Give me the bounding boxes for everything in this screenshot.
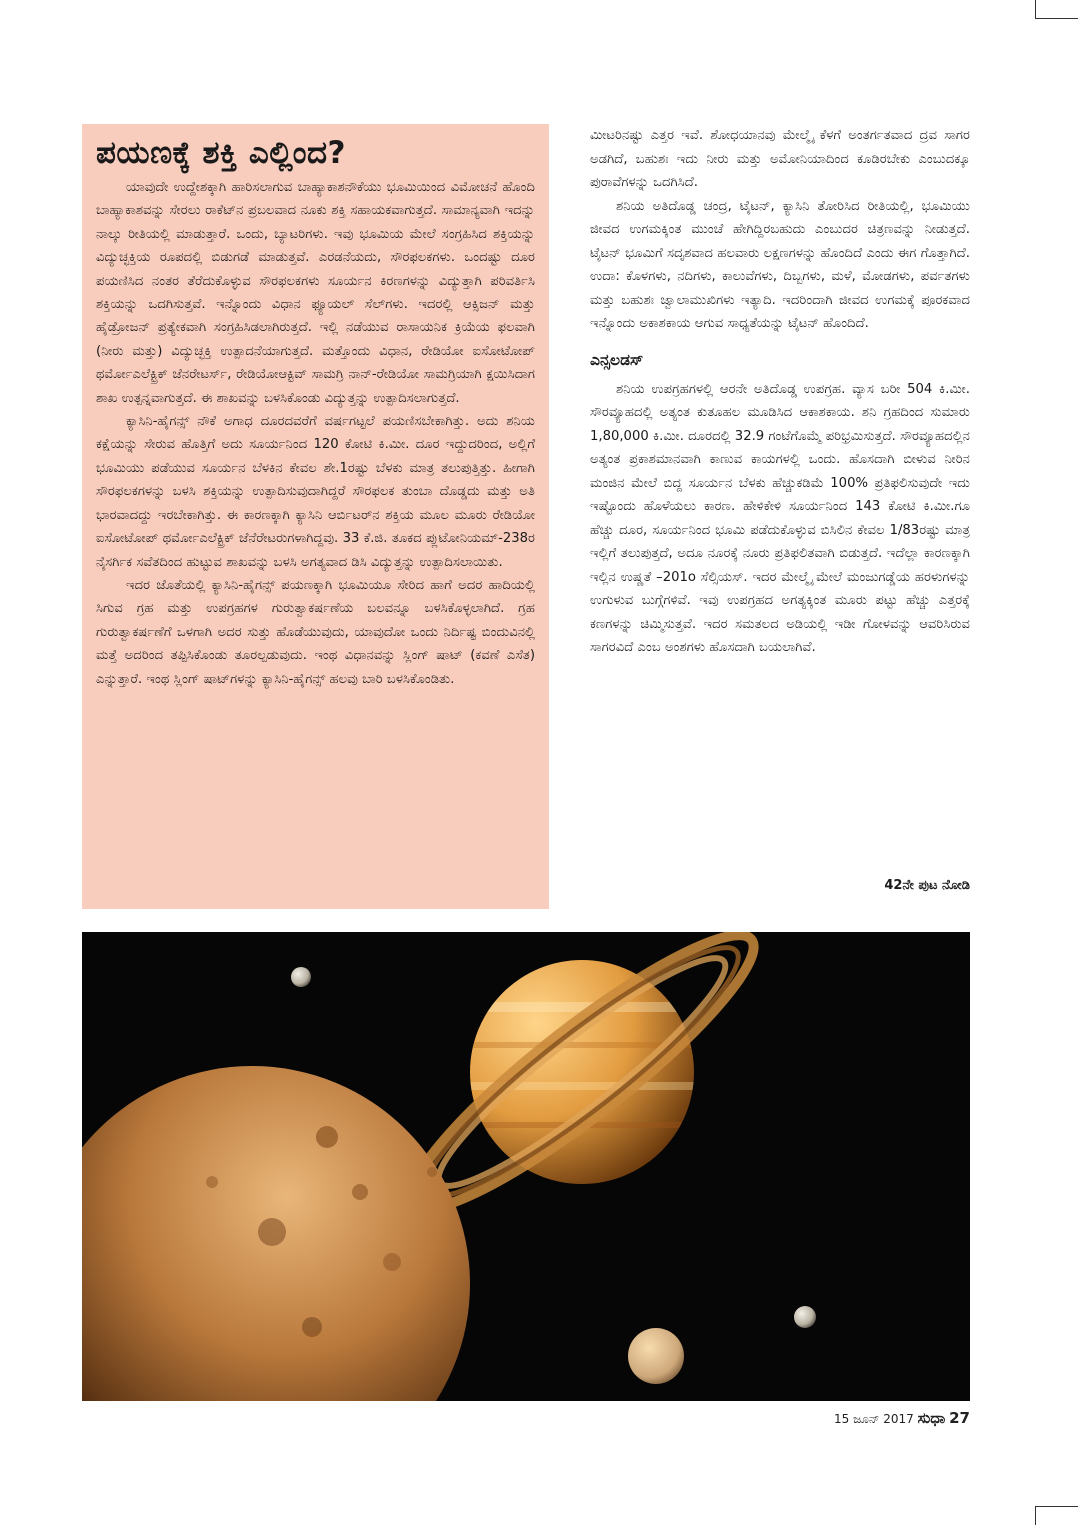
continued-page-ref: 42ನೇ ಪುಟ ನೋಡಿ xyxy=(884,878,970,893)
box-title: ಪಯಣಕ್ಕೆ ಶಕ್ತಿ ಎಲ್ಲಿಂದ? xyxy=(96,135,346,171)
article-column xyxy=(590,124,970,660)
box-paragraph: ಕ್ಯಾಸಿನಿ-ಹೈಗನ್ಸ್ ನೌಕೆ ಅಗಾಧ ದೂರದವರೆಗೆ ವರ್ಷಗಟ್ಟಲೆ ಪಯಣಿಸಬೇಕಾಗಿತ್ತು. ಅದು ಶನಿಯ ಕಕ್ಷೆಯನ್ನು ಸೇರುವ ಹೊತ್ತಿಗೆ ಅದು ಸೂರ್ಯನಿಂದ 120 ಕೋಟಿ ಕಿ.ಮೀ. ದೂರ ಇದ್ದುದರಿಂದ, ಅಲ್ಲಿಗೆ ಭೂಮಿಯು ಪಡೆಯುವ ಸೂರ್ಯನ ಬೆಳಕಿನ ಕೇವಲ ಶೇ.1ರಷ್ಟು ಬೆಳಕು ಮಾತ್ರ ತಲುಪುತ್ತಿತ್ತು. ಹೀಗಾಗಿ ಸೌರಫಲಕಗಳನ್ನು ಬಳಸಿ ಶಕ್ತಿಯನ್ನು ಉತ್ಪಾದಿಸುವುದಾಗಿದ್ದರೆ ಸೌರಫಲಕ ತುಂಬಾ ದೊಡ್ಡದು ಮತ್ತು ಅತಿ ಭಾರವಾದದ್ದು ಇರಬೇಕಾಗಿತ್ತು. ಈ ಕಾರಣಕ್ಕಾಗಿ ಕ್ಯಾಸಿನಿ ಆರ್ಬಿಟರ್‌ನ ಶಕ್ತಿಯ ಮೂಲ ಮೂರು ರೇಡಿಯೋ ಐಸೋಟೋಪ್ ಥರ್ಮೋಎಲೆಕ್ಟ್ರಿಕ್ ಜೆನೆರೇಟರುಗಳಾಗಿದ್ದವು. 33 ಕೆ.ಜಿ. ತೂಕದ ಪ್ಲುಟೋನಿಯಮ್-238ರ ನೈಸರ್ಗಿಕ ಸವೆತದಿಂದ ಹುಟ್ಟುವ ಶಾಖವನ್ನು ಬಳಸಿ ಅಗತ್ಯವಾದ ಡಿಸಿ ವಿದ್ಯುತ್ತನ್ನು ಉತ್ಪಾದಿಸಲಾಯಿತು. xyxy=(96,414,535,570)
small-moon-right xyxy=(794,1306,816,1328)
section-heading: ಎನ್ಸಲಡಸ್ xyxy=(590,350,644,369)
box-paragraph: ಯಾವುದೇ ಉದ್ದೇಶಕ್ಕಾಗಿ ಹಾರಿಸಲಾಗುವ ಬಾಹ್ಯಾಕಾಶನೌಕೆಯು ಭೂಮಿಯಿಂದ ವಿಮೋಚನೆ ಹೊಂದಿ ಬಾಹ್ಯಾಕಾಶವನ್ನು ಸೇರಲು ರಾಕೆಟ್‌ನ ಪ್ರಬಲವಾದ ನೂಕು ಶಕ್ತಿ ಸಹಾಯಕವಾಗುತ್ತದೆ. ಸಾಮಾನ್ಯವಾಗಿ ಇದನ್ನು ನಾಲ್ಕು ರೀತಿಯಲ್ಲಿ ಮಾಡುತ್ತಾರೆ. ಒಂದು, ಬ್ಯಾಟರಿಗಳು. ಇವು ಭೂಮಿಯ ಮೇಲೆ ಸಂಗ್ರಹಿಸಿದ ಶಕ್ತಿಯನ್ನು ವಿದ್ಯುಚ್ಛಕ್ತಿಯ ರೂಪದಲ್ಲಿ ಬಿಡುಗಡೆ ಮಾಡುತ್ತವೆ. ಎರಡನೆಯದು, ಸೌರಫಲಕಗಳು. ಒಂದಷ್ಟು ದೂರ ಪಯಣಿಸಿದ ನಂತರ ತೆರೆದುಕೊಳ್ಳುವ ಸೌರಫಲಕಗಳು ಸೂರ್ಯನ ಕಿರಣಗಳನ್ನು ವಿದ್ಯುತ್ತಾಗಿ ಪರಿವರ್ತಿಸಿ ಶಕ್ತಿಯನ್ನು ಒದಗಿಸುತ್ತವೆ. ಇನ್ನೊಂದು ವಿಧಾನ ಫ್ಯೂಯಲ್ ಸೆಲ್‌ಗಳು. ಇದರಲ್ಲಿ ಆಕ್ಸಿಜನ್ ಮತ್ತು ಹೈಡ್ರೋಜನ್ ಪ್ರತ್ಯೇಕವಾಗಿ ಸಂಗ್ರಹಿಸಿಡಲಾಗಿರುತ್ತದೆ. ಇಲ್ಲಿ ನಡೆಯುವ ರಾಸಾಯನಿಕ ಕ್ರಿಯೆಯ ಫಲವಾಗಿ (ನೀರು ಮತ್ತು) ವಿದ್ಯುಚ್ಛಕ್ತಿ ಉತ್ಪಾದನೆಯಾಗುತ್ತದೆ. ಮತ್ತೊಂದು ವಿಧಾನ, ರೇಡಿಯೋ ಐಸೋಟೋಪ್ ಥರ್ಮೋಎಲೆಕ್ಟ್ರಿಕ್ ಜೆನರೇಟರ್ಸ್, ರೇಡಿಯೋಆಕ್ಟಿವ್ ಸಾಮಗ್ರಿ ನಾನ್-ರೇಡಿಯೋ ಸಾಮಗ್ರಿಯಾಗಿ ಕ್ಷಯಿಸಿದಾಗ ಶಾಖ ಉತ್ಪನ್ನವಾಗುತ್ತದೆ. ಈ ಶಾಖವನ್ನು ಬಳಸಿಕೊಂಡು ವಿದ್ಯುತ್ತನ್ನು ಉತ್ಪಾದಿಸಲಾಗುತ್ತದೆ. xyxy=(96,180,535,406)
article-paragraph: ಮೀಟರಿನಷ್ಟು ಎತ್ತರ ಇವೆ. ಶೋಧಯಾನವು ಮೇಲ್ಮೈ ಕೆಳಗೆ ಅಂತರ್ಗತವಾದ ದ್ರವ ಸಾಗರ ಅಡಗಿದೆ, ಬಹುಶಃ ಇದು ನೀರು ಮತ್ತು ಅಮೋನಿಯಾದಿಂದ ಕೂಡಿರಬೇಕು ಎಂಬುದಕ್ಕೂ ಪುರಾವೆಗಳನ್ನು ಒದಗಿಸಿದೆ. xyxy=(590,128,970,190)
saturn-moons-illustration xyxy=(82,932,970,1401)
box-paragraph: ಇದರ ಜೊತೆಯಲ್ಲಿ ಕ್ಯಾಸಿನಿ-ಹೈಗನ್ಸ್ ಪಯಣಕ್ಕಾಗಿ ಭೂಮಿಯೂ ಸೇರಿದ ಹಾಗೆ ಅದರ ಹಾದಿಯಲ್ಲಿ ಸಿಗುವ ಗ್ರಹ ಮತ್ತು ಉಪಗ್ರಹಗಳ ಗುರುತ್ವಾಕರ್ಷಣೆಯ ಬಲವನ್ನೂ ಬಳಸಿಕೊಳ್ಳಲಾಗಿದೆ. ಗ್ರಹ ಗುರುತ್ವಾಕರ್ಷಣೆಗೆ ಒಳಗಾಗಿ ಅದರ ಸುತ್ತು ಹೊಡೆಯುವುದು, ಯಾವುದೋ ಒಂದು ನಿರ್ದಿಷ್ಟ ಬಿಂದುವಿನಲ್ಲಿ ಮತ್ತೆ ಅದರಿಂದ ತಪ್ಪಿಸಿಕೊಂಡು ತೂರಲ್ಪಡುವುದು. ಇಂಥ ವಿಧಾನವನ್ನು ಸ್ಲಿಂಗ್ ಷಾಟ್ (ಕವಣೆ ಎಸೆತ) ಎನ್ನುತ್ತಾರೆ. ಇಂಥ ಸ್ಲಿಂಗ್ ಷಾಟ್‌ಗಳನ್ನು ಕ್ಯಾಸಿನಿ-ಹೈಗನ್ಸ್ ಹಲವು ಬಾರಿ ಬಳಸಿಕೊಂಡಿತು. xyxy=(96,577,535,687)
page-number: 27 xyxy=(949,1409,970,1427)
sidebar-box xyxy=(82,124,549,909)
magazine-name: ಸುಧಾ xyxy=(917,1409,946,1427)
article-paragraph: ಶನಿಯ ಅತಿದೊಡ್ಡ ಚಂದ್ರ, ಟೈಟನ್, ಕ್ಯಾಸಿನಿ ತೋರಿಸಿದ ರೀತಿಯಲ್ಲಿ, ಭೂಮಿಯು ಜೀವದ ಉಗಮಕ್ಕಿಂತ ಮುಂಚೆ ಹೇಗಿದ್ದಿರಬಹುದು ಎಂಬುದರ ಚಿತ್ರಣವನ್ನು ನೀಡುತ್ತದೆ. ಟೈಟನ್ ಭೂಮಿಗೆ ಸದೃಶವಾದ ಹಲವಾರು ಲಕ್ಷಣಗಳನ್ನು ಹೊಂದಿದೆ ಎಂದು ಈಗ ಗೊತ್ತಾಗಿದೆ. ಉದಾ: ಕೊಳಗಳು, ನದಿಗಳು, ಕಾಲುವೆಗಳು, ದಿಬ್ಬಗಳು, ಮಳೆ, ಮೋಡಗಳು, ಪರ್ವತಗಳು ಮತ್ತು ಬಹುಶಃ ಜ್ವಾಲಾಮುಖಿಗಳು ಇತ್ಯಾದಿ. ಇದರಿಂದಾಗಿ ಜೀವದ ಉಗಮಕ್ಕೆ ಪೂರಕವಾದ ಇನ್ನೊಂದು ಅಕಾಶಕಾಯ ಆಗುವ ಸಾಧ್ಯತೆಯನ್ನು ಟೈಟನ್ ಹೊಂದಿದೆ. xyxy=(590,198,970,331)
crop-mark-top-right xyxy=(1035,0,1078,19)
article-paragraph: ಶನಿಯ ಉಪಗ್ರಹಗಳಲ್ಲಿ ಆರನೇ ಅತಿದೊಡ್ಡ ಉಪಗ್ರಹ. ವ್ಯಾಸ ಬರೀ 504 ಕಿ.ಮೀ. ಸೌರವ್ಯೂಹದಲ್ಲಿ ಅತ್ಯಂತ ಕುತೂಹಲ ಮೂಡಿಸಿದ ಆಕಾಶಕಾಯ. ಶನಿ ಗ್ರಹದಿಂದ ಸುಮಾರು 1,80,000 ಕಿ.ಮೀ. ದೂರದಲ್ಲಿ 32.9 ಗಂಟೆಗೊಮ್ಮೆ ಪರಿಭ್ರಮಿಸುತ್ತದೆ. ಸೌರವ್ಯೂಹದಲ್ಲಿನ ಅತ್ಯಂತ ಪ್ರಕಾಶಮಾನವಾಗಿ ಕಾಣುವ ಕಾಯಗಳಲ್ಲಿ ಒಂದು. ಹೊಸದಾಗಿ ಬೀಳುವ ನೀರಿನ ಮಂಜಿನ ಮೇಲೆ ಬಿದ್ದ ಸೂರ್ಯನ ಬೆಳಕು ಹೆಚ್ಚುಕಡಿಮೆ 100% ಪ್ರತಿಫಲಿಸುವುದೇ ಇದು ಇಷ್ಟೊಂದು ಹೊಳೆಯಲು ಕಾರಣ. ಹೇಳಿಕೇಳಿ ಸೂರ್ಯನಿಂದ 143 ಕೋಟಿ ಕಿ.ಮೀ.ಗೂ ಹೆಚ್ಚು ದೂರ, ಸೂರ್ಯನಿಂದ ಭೂಮಿ ಪಡೆದುಕೊಳ್ಳುವ ಬಿಸಿಲಿನ ಕೇವಲ 1/83ರಷ್ಟು ಮಾತ್ರ ಇಲ್ಲಿಗೆ ತಲುಪುತ್ತದೆ, ಅದೂ ನೂರಕ್ಕೆ ನೂರು ಪ್ರತಿಫಲಿತವಾಗಿ ಬಿಡುತ್ತದೆ. ಇದೆಲ್ಲಾ ಕಾರಣಕ್ಕಾಗಿ ಇಲ್ಲಿನ ಉಷ್ಣತೆ –201o ಸೆಲ್ಸಿಯಸ್. ಇದರ ಮೇಲ್ಮೈ ಮೇಲೆ ಮಂಜುಗಡ್ಡೆಯ ಹರಳುಗಳನ್ನು ಉಗುಳುವ ಬುಗ್ಗೆಗಳಿವೆ. ಇವು ಉಪಗ್ರಹದ ಅಗತ್ಯಕ್ಕಿಂತ ಮೂರು ಪಟ್ಟು ಹೆಚ್ಚು ಎತ್ತರಕ್ಕೆ ಕಣಗಳನ್ನು ಚಿಮ್ಮಿಸುತ್ತವೆ. ಇದರ ಸಮತಲದ ಅಡಿಯಲ್ಲಿ ಇಡೀ ಗೋಳವನ್ನು ಆವರಿಸಿರುವ ಸಾಗರವಿದೆ ಎಂಬ ಅಂಶಗಳು ಹೊಸದಾಗಿ ಬಯಲಾಗಿವೆ. xyxy=(590,381,970,655)
tethys-moon xyxy=(628,1328,684,1384)
crop-mark-bottom-right xyxy=(1035,1506,1078,1525)
small-moon-top xyxy=(291,967,311,987)
page-footer xyxy=(780,1409,970,1427)
saturn-photo xyxy=(82,932,970,1401)
issue-date: 15 ಜೂನ್ 2017 xyxy=(834,1412,914,1426)
